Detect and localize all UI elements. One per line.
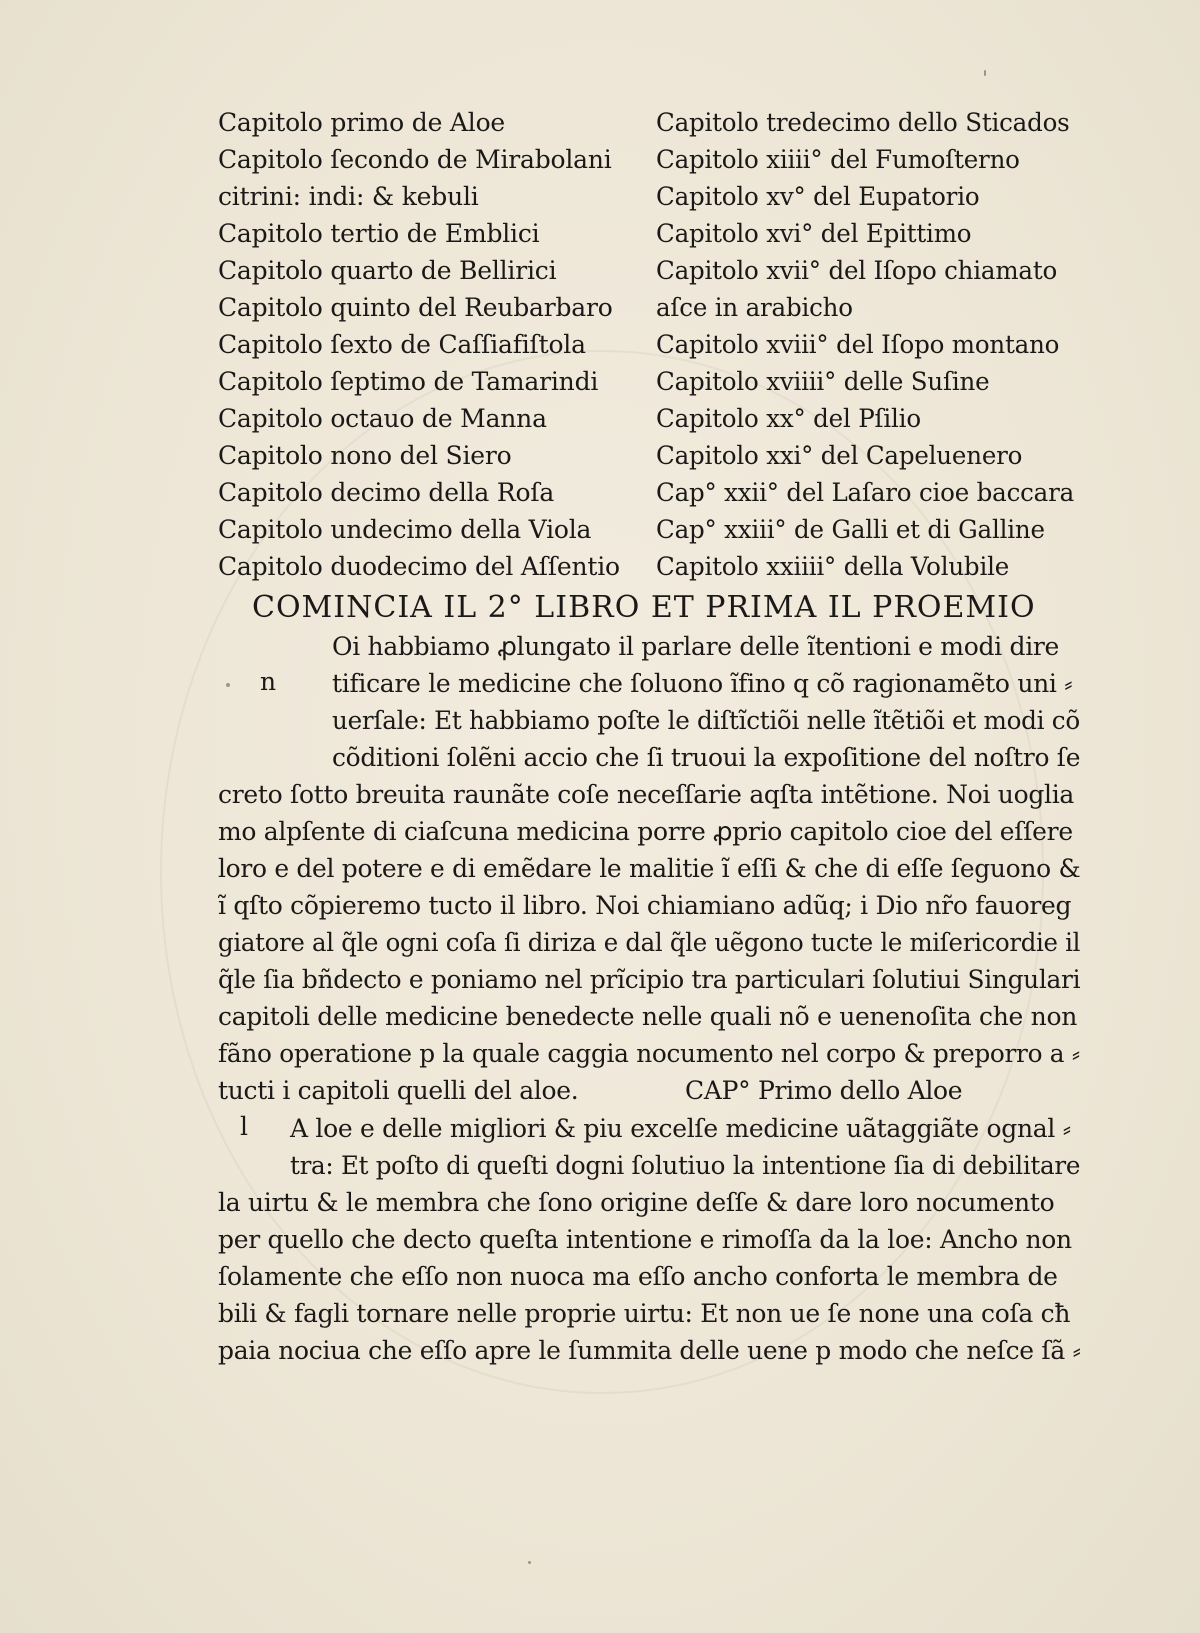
aloe-line: tra: Et poſto di queſti dogni ſolutiuo la intentione ſia di debilitare bbox=[290, 1151, 1081, 1180]
toc-entry: Cap° xxii° del Laſaro cioe baccara bbox=[656, 478, 1075, 507]
proemio-line: tificare le medicine che ſoluono ĩfino q cõ ragionamẽto uni ⸗ bbox=[332, 669, 1073, 698]
toc-entry: Capitolo xx° del Pſilio bbox=[656, 404, 921, 433]
proemio-line: creto ſotto breuita raunãte coſe neceſſarie aqſta intẽtione. Noi uoglia bbox=[218, 780, 1075, 809]
toc-entry: Capitolo xxiiii° della Volubile bbox=[656, 552, 1010, 581]
toc-entry: Capitolo duodecimo del Aſſentio bbox=[218, 552, 620, 581]
toc-entry: citrini: indi: & kebuli bbox=[218, 182, 479, 211]
aloe-line: paia nociua che eſſo apre le ſummita delle uene p modo che neſce ſã ⸗ bbox=[218, 1336, 1081, 1365]
guide-letter: n bbox=[260, 667, 277, 696]
aloe-line: A loe e delle migliori & piu excelſe medicine uãtaggiãte ognal ⸗ bbox=[290, 1114, 1071, 1143]
ink-dot bbox=[226, 683, 230, 687]
aloe-line: per quello che decto queſta intentione e rimoſſa da la loe: Ancho non bbox=[218, 1225, 1072, 1254]
toc-entry: Capitolo xvii° del Iſopo chiamato bbox=[656, 256, 1058, 285]
proemio-line: loro e del potere e di emẽdare le malitie ĩ eſſi & che di eſſe ſeguono & bbox=[218, 854, 1081, 883]
toc-entry: Capitolo ſexto de Caſſiafiſtola bbox=[218, 330, 586, 359]
toc-entry: Capitolo decimo della Roſa bbox=[218, 478, 555, 507]
proemio-line: tucti i capitoli quelli del aloe. bbox=[218, 1076, 579, 1105]
toc-entry: Capitolo xiiii° del Fumoſterno bbox=[656, 145, 1020, 174]
proemio-line: Oi habbiamo ꝓlungato il parlare delle ĩtentioni e modi dire bbox=[332, 632, 1060, 661]
chapter-index-left-column bbox=[218, 104, 648, 585]
toc-entry: Capitolo quarto de Bellirici bbox=[218, 256, 557, 285]
proemio-line: uerſale: Et habbiamo poſte le diſtĩctiõi nelle ĩtẽtiõi et modi cõ bbox=[332, 706, 1080, 735]
ink-dot bbox=[984, 70, 986, 76]
proemio-line: cõditioni ſolẽni accio che ſi truoui la expoſitione del noſtro ſe bbox=[332, 743, 1081, 772]
proemio-line: q̃le ſia bñdecto e poniamo nel prĩcipio tra particulari ſolutiui Singulari bbox=[218, 965, 1081, 994]
proemio-line: mo alpſente di ciaſcuna medicina porre ꝓprio capitolo cioe del eſſere bbox=[218, 817, 1073, 846]
toc-entry: aſce in arabicho bbox=[656, 293, 853, 322]
toc-entry: Capitolo xv° del Eupatorio bbox=[656, 182, 980, 211]
toc-entry: Capitolo octauo de Manna bbox=[218, 404, 547, 433]
ink-dot bbox=[528, 1561, 531, 1564]
toc-entry: Capitolo primo de Aloe bbox=[218, 108, 506, 137]
toc-entry: Capitolo tredecimo dello Sticados bbox=[656, 108, 1070, 137]
proemio-line: giatore al q̃le ogni coſa ſi diriza e dal q̃le uẽgono tucte le miſericordie il bbox=[218, 928, 1081, 957]
toc-entry: Capitolo ſecondo de Mirabolani bbox=[218, 145, 612, 174]
guide-letter: l bbox=[240, 1112, 248, 1141]
toc-entry: Capitolo xvi° del Epittimo bbox=[656, 219, 972, 248]
aloe-line: ſolamente che eſſo non nuoca ma eſſo ancho conforta le membra de bbox=[218, 1262, 1058, 1291]
book-heading: COMINCIA IL 2° LIBRO ET PRIMA IL PROEMIO bbox=[252, 590, 1036, 625]
chapter-heading: CAP° Primo dello Aloe bbox=[685, 1076, 963, 1105]
toc-entry: Capitolo undecimo della Viola bbox=[218, 515, 592, 544]
toc-entry: Cap° xxiii° de Galli et di Galline bbox=[656, 515, 1045, 544]
chapter-index-right-column bbox=[656, 104, 1088, 585]
proemio-line: capitoli delle medicine benedecte nelle quali nõ e uenenoſita che non bbox=[218, 1002, 1078, 1031]
toc-entry: Capitolo tertio de Emblici bbox=[218, 219, 540, 248]
chapter-index bbox=[218, 104, 1088, 585]
toc-entry: Capitolo xviiii° delle Suſine bbox=[656, 367, 990, 396]
aloe-line: bili & fagli tornare nelle proprie uirtu: Et non ue ſe none una coſa cħ bbox=[218, 1299, 1071, 1328]
toc-entry: Capitolo ſeptimo de Tamarindi bbox=[218, 367, 599, 396]
toc-entry: Capitolo xviii° del Iſopo montano bbox=[656, 330, 1060, 359]
toc-entry: Capitolo quinto del Reubarbaro bbox=[218, 293, 613, 322]
toc-entry: Capitolo nono del Siero bbox=[218, 441, 512, 470]
toc-entry: Capitolo xxi° del Capeluenero bbox=[656, 441, 1023, 470]
aloe-line: la uirtu & le membra che ſono origine deſſe & dare loro nocumento bbox=[218, 1188, 1055, 1217]
proemio-line: fãno operatione p la quale caggia nocumento nel corpo & preporro a ⸗ bbox=[218, 1039, 1080, 1068]
proemio-line: ĩ qſto cõpieremo tucto il libro. Noi chiamiano adũq; i Dio nr̃o fauoreg bbox=[218, 891, 1072, 920]
